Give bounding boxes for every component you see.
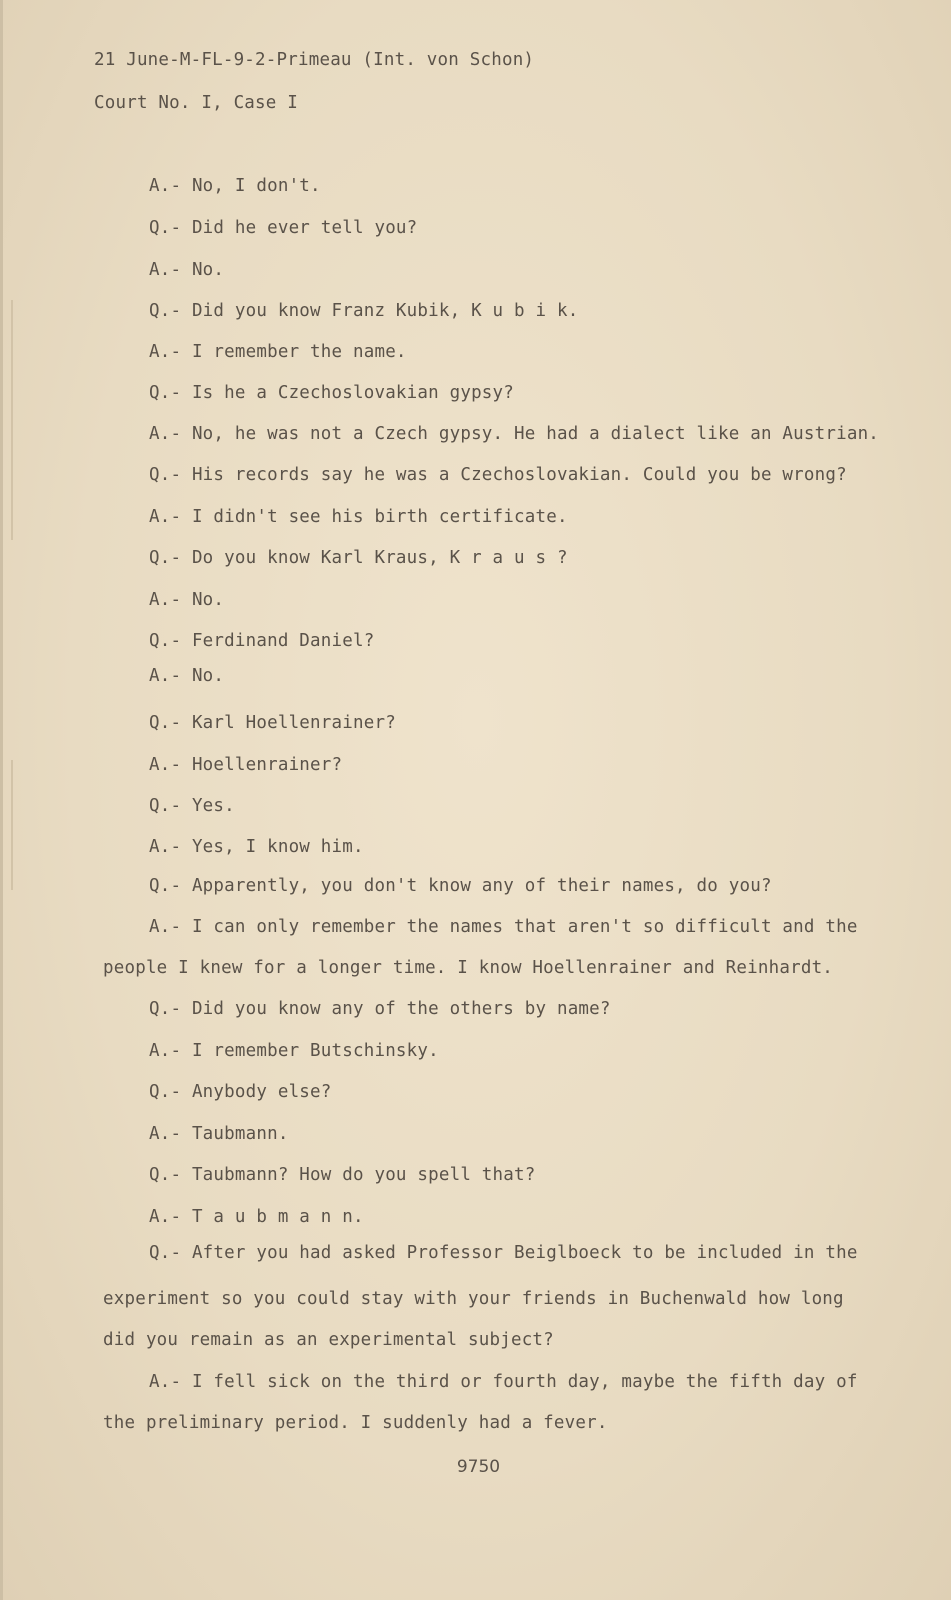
transcript-line: A.- I remember the name. (149, 342, 407, 362)
transcript-line: A.- I remember Butschinsky. (149, 1041, 439, 1061)
transcript-line: Q.- Yes. (149, 796, 235, 816)
transcript-line: the preliminary period. I suddenly had a fever. (103, 1413, 608, 1433)
transcript-line: did you remain as an experimental subject? (103, 1330, 554, 1350)
transcript-line: Q.- After you had asked Professor Beiglboeck to be included in the (149, 1243, 858, 1263)
transcript-line: A.- T a u b m a n n. (149, 1207, 364, 1227)
transcript-line: A.- No. (149, 666, 225, 686)
transcript-line: Q.- Anybody else? (149, 1082, 332, 1102)
transcript-line: A.- No, he was not a Czech gypsy. He had a dialect like an Austrian. (149, 424, 880, 444)
page-number: 9750 (456, 1457, 501, 1477)
paper-crease (11, 760, 13, 890)
transcript-line: Q.- Karl Hoellenrainer? (149, 713, 396, 733)
transcript-line: A.- I fell sick on the third or fourth day, maybe the fifth day of (149, 1372, 858, 1392)
transcript-line: A.- Taubmann. (149, 1124, 289, 1144)
transcript-line: A.- No, I don't. (149, 176, 321, 196)
transcript-line: Q.- Ferdinand Daniel? (149, 631, 375, 651)
paper-crease (11, 300, 13, 540)
transcript-line: Q.- Did he ever tell you? (149, 218, 418, 238)
transcript-line: Q.- Taubmann? How do you spell that? (149, 1165, 536, 1185)
transcript-line: Q.- Is he a Czechoslovakian gypsy? (149, 383, 515, 403)
transcript-line: experiment so you could stay with your friends in Buchenwald how long (103, 1289, 844, 1309)
transcript-line: Q.- Apparently, you don't know any of their names, do you? (149, 876, 772, 896)
transcript-line: Q.- Do you know Karl Kraus, K r a u s ? (149, 548, 568, 568)
transcript-line: A.- I can only remember the names that aren't so difficult and the (149, 917, 858, 937)
transcript-line: A.- No. (149, 590, 225, 610)
transcript-line: A.- I didn't see his birth certificate. (149, 507, 568, 527)
transcript-line: A.- No. (149, 260, 225, 280)
transcript-line: Q.- Did you know Franz Kubik, K u b i k. (149, 301, 579, 321)
transcript-line: Q.- His records say he was a Czechoslovakian. Could you be wrong? (149, 465, 847, 485)
transcript-line: A.- Hoellenrainer? (149, 755, 343, 775)
transcript-line: people I knew for a longer time. I know Hoellenrainer and Reinhardt. (103, 958, 834, 978)
transcript-line: Q.- Did you know any of the others by name? (149, 999, 611, 1019)
header-line: 21 June-M-FL-9-2-Primeau (Int. von Schon) (94, 50, 535, 70)
transcript-line: A.- Yes, I know him. (149, 837, 364, 857)
header-line: Court No. I, Case I (94, 93, 298, 113)
